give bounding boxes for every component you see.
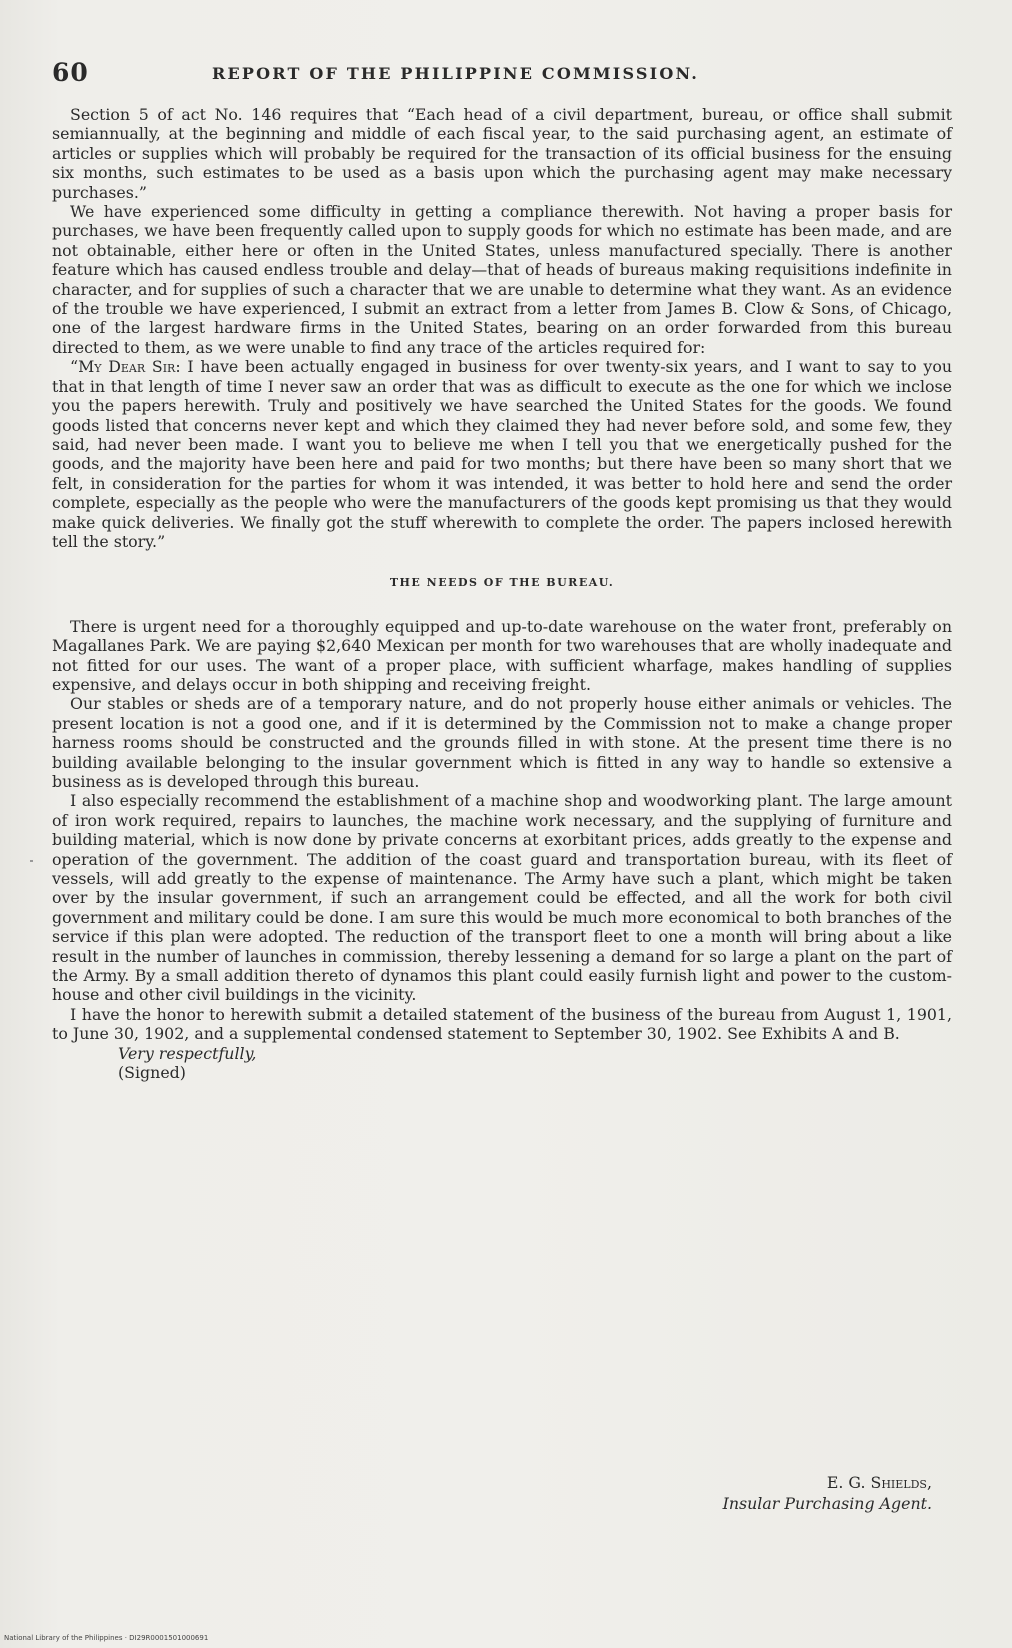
page-body	[52, 105, 952, 1083]
signatory-title: Insular Purchasing Agent.	[722, 1494, 932, 1513]
signature-block	[723, 1472, 932, 1514]
paragraph-warehouse: There is urgent need for a thoroughly equipped and up-to-date warehouse on the water front, preferably on Magallanes Park. We are paying $2,640 Mexican per month for two warehouses that are wholly inadequate and not fitted for our uses. The want of a proper place, with sufficient wharfage, makes handling of supplies expensive, and delays occur in both shipping and receiving freight.	[52, 616, 952, 694]
paragraph-machine-shop: I also especially recommend the establishment of a machine shop and woodworking plant. The large amount of iron work required, repairs to launches, the machine work necessary, and the supplying of furniture and building material, which is now done by private concerns at exorbitant prices, adds greatly to the expense and operation of the government. The addition of the coast guard and transportation bureau, with its fleet of vessels, will add greatly to the expense of maintenance. The Army have such a plant, which might be taken over by the insular government, if such an arrangement could be effected, and all the work for both civil government and military could be done. I am sure this would be much more economical to both branches of the service if this plan were adopted. The reduction of the transport fleet to one a month will bring about a like result in the number of launches in commission, thereby lessening a demand for so large a plant on the part of the Army. By a small addition thereto of dynamos this plant could easily furnish light and power to the custom-house and other civil buildings in the vicinity.	[52, 791, 952, 1005]
scan-footer: National Library of the Philippines · DI29R0001501000691	[4, 1634, 209, 1642]
letter-salutation: “My Dear Sir:	[70, 357, 181, 377]
signed-line: (Signed)	[118, 1063, 186, 1083]
signatory-name: E. G. Shields,	[826, 1473, 932, 1492]
letter-extract	[52, 357, 952, 551]
scan-speck	[30, 860, 33, 862]
running-title: REPORT OF THE PHILIPPINE COMMISSION.	[212, 64, 700, 83]
paragraph-section-5: Section 5 of act No. 146 requires that “Each head of a civil department, bureau, or office shall submit semiannually, at the beginning and middle of each fiscal year, to the said purchasing agent, an estimate of articles or supplies which will probably be required for the transaction of its official business for the ensuing six months, such estimates to be used as a basis upon which the purchasing agent may make necessary purchases.”	[52, 105, 952, 202]
closing-line: Very respectfully,	[118, 1043, 257, 1063]
page-header	[52, 58, 972, 88]
page-number: 60	[52, 58, 89, 87]
paragraph-compliance: We have experienced some difficulty in getting a compliance therewith. Not having a proper basis for purchases, we have been frequently called upon to supply goods for which no estimate has been made, and are not obtainable, either here or often in the United States, unless manufactured specially. There is another feature which has caused endless trouble and delay—that of heads of bureaus making requisitions indefinite in character, and for supplies of such a character that we are unable to determine what they want. As an evidence of the trouble we have experienced, I submit an extract from a letter from James B. Clow & Sons, of Chicago, one of the largest hardware firms in the United States, bearing on an order forwarded from this bureau directed to them, as we were unable to find any trace of the articles required for:	[52, 202, 952, 357]
letter-text: I have been actually engaged in business for over twenty-six years, and I want to say to you that in that length of time I never saw an order that was as difficult to execute as the one for which we inclose you the papers herewith. Truly and positively we have searched the United States for the goods. We found goods listed that concerns never kept and which they claimed they had never before sold, and some few, they said, had never been made. I want you to believe me when I tell you that we energetically pushed for the goods, and the majority have been here and paid for two months; but there have been so many short that we felt, in consideration for the parties for whom it was intended, it was better to hold here and send the order complete, especially as the people who were the manufacturers of the goods kept promising us that they would make quick deliveries. We finally got the stuff wherewith to complete the order. The papers inclosed herewith tell the story.”	[52, 357, 953, 551]
paragraph-exhibits: I have the honor to herewith submit a detailed statement of the business of the bureau from August 1, 1901, to June 30, 1902, and a supplemental condensed statement to September 30, 1902. See Exhibits A and B.	[52, 1004, 952, 1044]
section-heading: THE NEEDS OF THE BUREAU.	[389, 576, 615, 590]
paragraph-stables: Our stables or sheds are of a temporary nature, and do not properly house either animals or vehicles. The present location is not a good one, and if it is determined by the Commission not to make a change proper harness rooms should be constructed and the grounds filled in with stone. At the present time there is no building available belonging to the insular government which is fitted in any way to handle so extensive a business as is developed through this bureau.	[52, 694, 952, 791]
